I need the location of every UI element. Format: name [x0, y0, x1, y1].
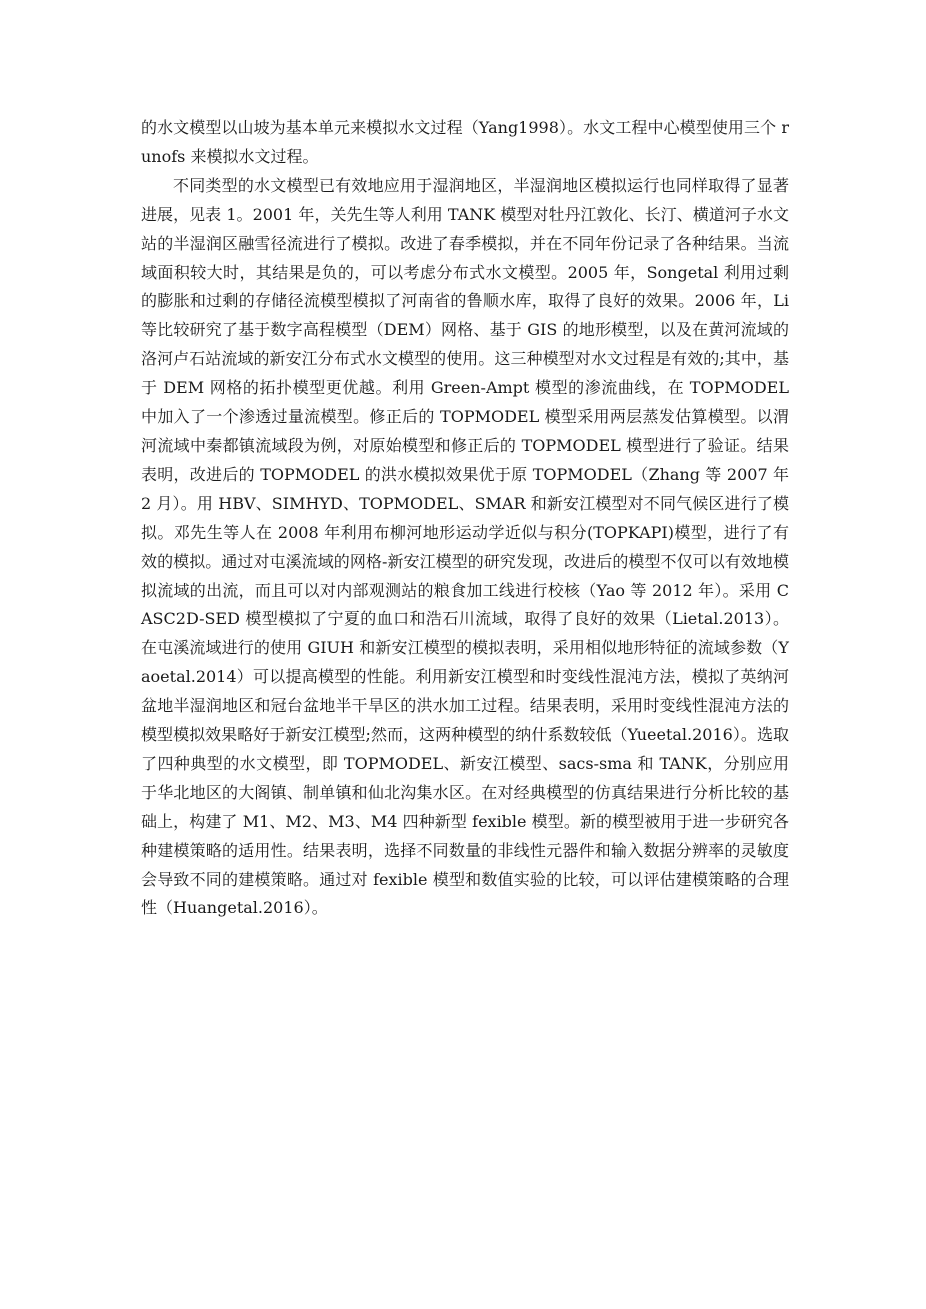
document-body	[141, 114, 789, 923]
paragraph-continuation: 的水文模型以山坡为基本单元来模拟水文过程（Yang1998）。水文工程中心模型使用三个 runofs 来模拟水文过程。	[141, 118, 789, 166]
paragraph-main: 不同类型的水文模型已有效地应用于湿润地区，半湿润地区模拟运行也同样取得了显著进展，见表 1。2001 年，关先生等人利用 TANK 模型对牡丹江敦化、长汀、横道河子水文站的半湿润区融雪径流进行了模拟。改进了春季模拟，并在不同年份记录了各种结果。当流域面积较大时，其结果是负的，可以考虑分布式水文模型。2005 年，Songetal 利用过剩的膨胀和过剩的存储径流模型模拟了河南省的鲁顺水库，取得了良好的效果。2006 年，Li 等比较研究了基于数字高程模型（DEM）网格、基于 GIS 的地形模型，以及在黄河流域的洛河卢石站流域的新安江分布式水文模型的使用。这三种模型对水文过程是有效的;其中，基于 DEM 网格的拓扑模型更优越。利用 Green-Ampt 模型的渗流曲线，在 TOPMODEL 中加入了一个渗透过量流模型。修正后的 TOPMODEL 模型采用两层蒸发估算模型。以渭河流域中秦都镇流域段为例，对原始模型和修正后的 TOPMODEL 模型进行了验证。结果表明，改进后的 TOPMODEL 的洪水模拟效果优于原 TOPMODEL（Zhang 等 2007 年 2 月）。用 HBV、SIMHYD、TOPMODEL、SMAR 和新安江模型对不同气候区进行了模拟。邓先生等人在 2008 年利用布柳河地形运动学近似与积分(TOPKAPI)模型，进行了有效的模拟。通过对屯溪流域的网格-新安江模型的研究发现，改进后的模型不仅可以有效地模拟流域的出流，而且可以对内部观测站的粮食加工线进行校核（Yao 等 2012 年）。采用 CASC2D-SED 模型模拟了宁夏的血口和浩石川流域，取得了良好的效果（Lietal.2013）。在屯溪流域进行的使用 GIUH 和新安江模型的模拟表明，采用相似地形特征的流域参数（Yaoetal.2014）可以提高模型的性能。利用新安江模型和时变线性混沌方法，模拟了英纳河盆地半湿润地区和冠台盆地半干旱区的洪水加工过程。结果表明，采用时变线性混沌方法的模型模拟效果略好于新安江模型;然而，这两种模型的纳什系数较低（Yueetal.2016）。选取了四种典型的水文模型，即 TOPMODEL、新安江模型、sacs-sma 和 TANK，分别应用于华北地区的大阁镇、制单镇和仙北沟集水区。在对经典模型的仿真结果进行分析比较的基础上，构建了 M1、M2、M3、M4 四种新型 fexible 模型。新的模型被用于进一步研究各种建模策略的适用性。结果表明，选择不同数量的非线性元器件和输入数据分辨率的灵敏度会导致不同的建模策略。通过对 fexible 模型和数值实验的比较，可以评估建模策略的合理性（Huangetal.2016）。	[141, 175, 789, 918]
